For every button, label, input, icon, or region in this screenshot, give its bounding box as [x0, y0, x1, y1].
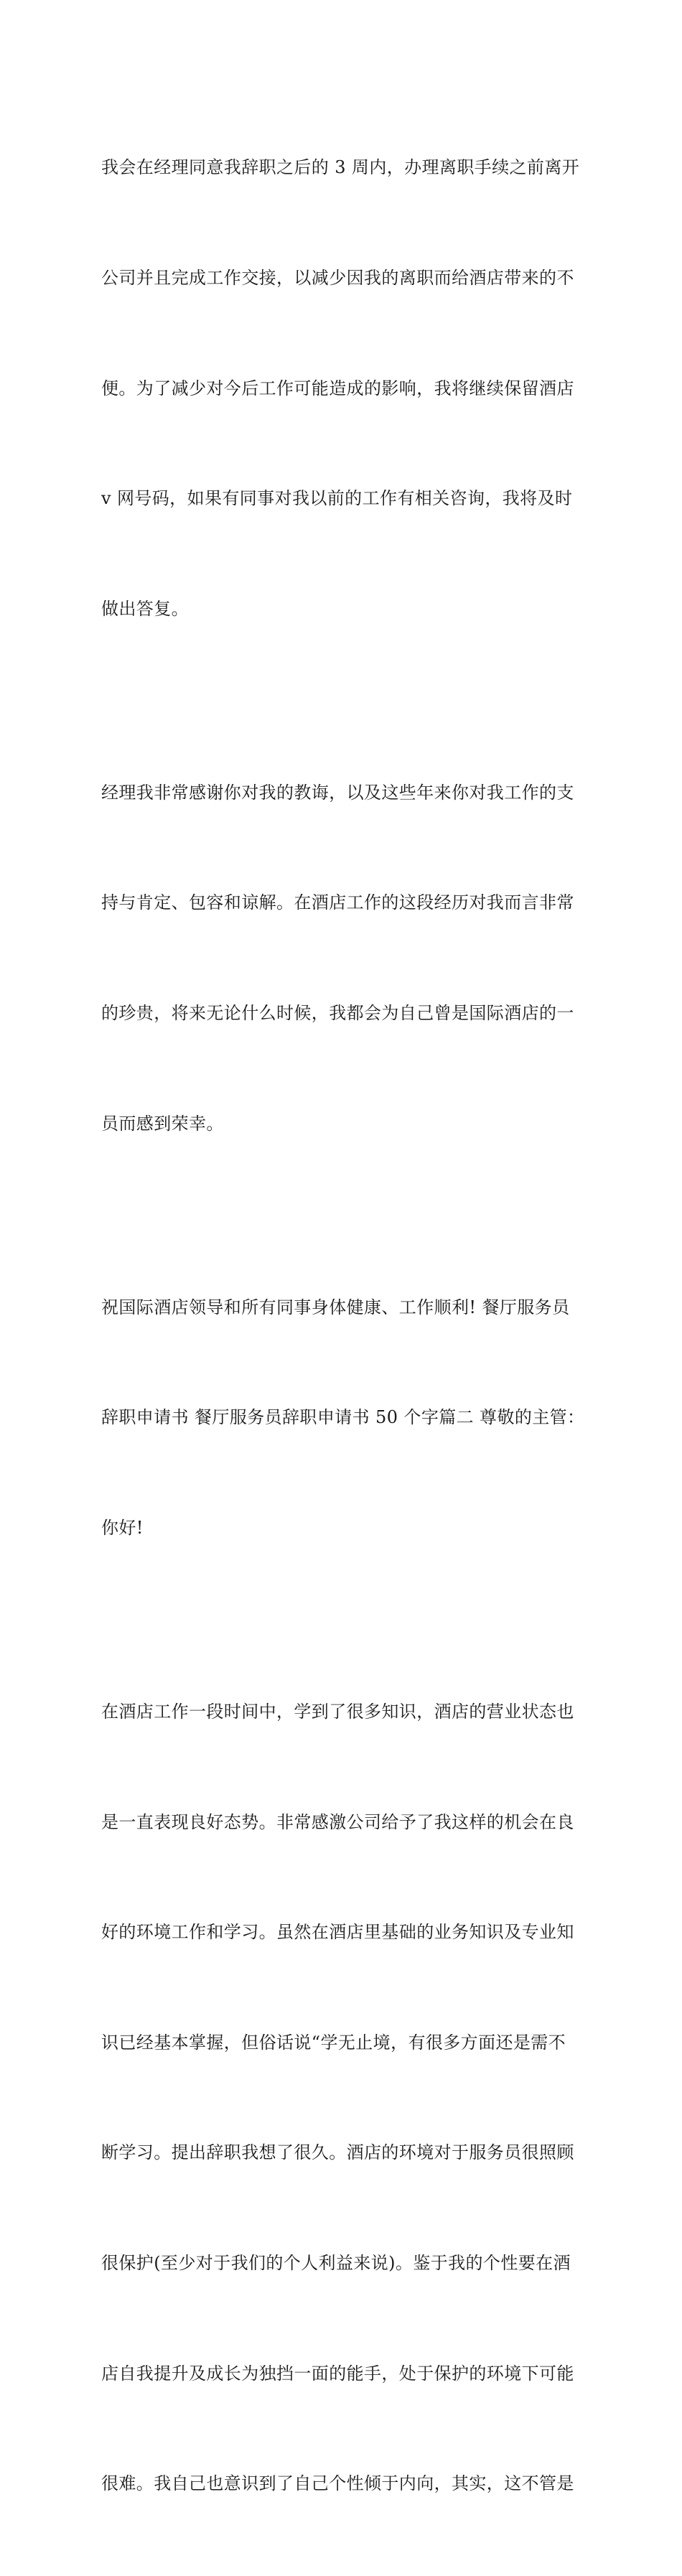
paragraph-gratitude [101, 701, 587, 1215]
text-line: 祝国际酒店领导和所有同事身体健康、工作顺利! 餐厅服务员 [101, 1297, 570, 1317]
paragraph-wishes-and-heading [101, 1215, 587, 1620]
greeting-line: 你好! [101, 1517, 144, 1538]
text-line: 公司并且完成工作交接，以减少因我的离职而给酒店带来的不 [101, 268, 574, 289]
text-line: 断学习。提出辞职我想了很久。酒店的环境对于服务员很照顾 [101, 2142, 574, 2163]
text-line: 员而感到荣幸。 [101, 1113, 224, 1134]
text-line: 好的环境工作和学习。虽然在酒店里基础的业务知识及专业知 [101, 1922, 574, 1943]
text-line: 的珍贵，将来无论什么时候，我都会为自己曾是国际酒店的一 [101, 1003, 574, 1024]
text-line: 辞职申请书 餐厅服务员辞职申请书 50 个字篇二 尊敬的主管： [101, 1407, 585, 1428]
text-line: 识已经基本掌握，但俗话说“学无止境，有很多方面还是需不 [101, 2032, 566, 2053]
document-body [101, 76, 587, 2576]
text-line: 我会在经理同意我辞职之后的 3 周内，办理离职手续之前离开 [101, 157, 580, 178]
text-line: 持与肯定、包容和谅解。在酒店工作的这段经历对我而言非常 [101, 892, 574, 913]
text-line: 店自我提升及成长为独挡一面的能手，处于保护的环境下可能 [101, 2363, 574, 2384]
text-line: v 网号码，如果有同事对我以前的工作有相关咨询，我将及时 [101, 488, 573, 509]
text-line: 便。为了减少对今后工作可能造成的影响，我将继续保留酒店 [101, 378, 574, 398]
text-line: 在酒店工作一段时间中，学到了很多知识，酒店的营业状态也 [101, 1701, 574, 1722]
paragraph-handover [101, 76, 587, 701]
text-line: 很保护(至少对于我们的个人利益来说)。鉴于我的个性要在酒 [101, 2252, 571, 2273]
text-line: 是一直表现良好态势。非常感激公司给予了我这样的机会在良 [101, 1811, 574, 1832]
text-line: 很难。我自己也意识到了自己个性倾于内向，其实，这不管是 [101, 2473, 574, 2494]
text-line: 经理我非常感谢你对我的教诲，以及这些年来你对我工作的支 [101, 782, 574, 803]
paragraph-reasons [101, 1620, 587, 2576]
text-line: 做出答复。 [101, 598, 189, 619]
